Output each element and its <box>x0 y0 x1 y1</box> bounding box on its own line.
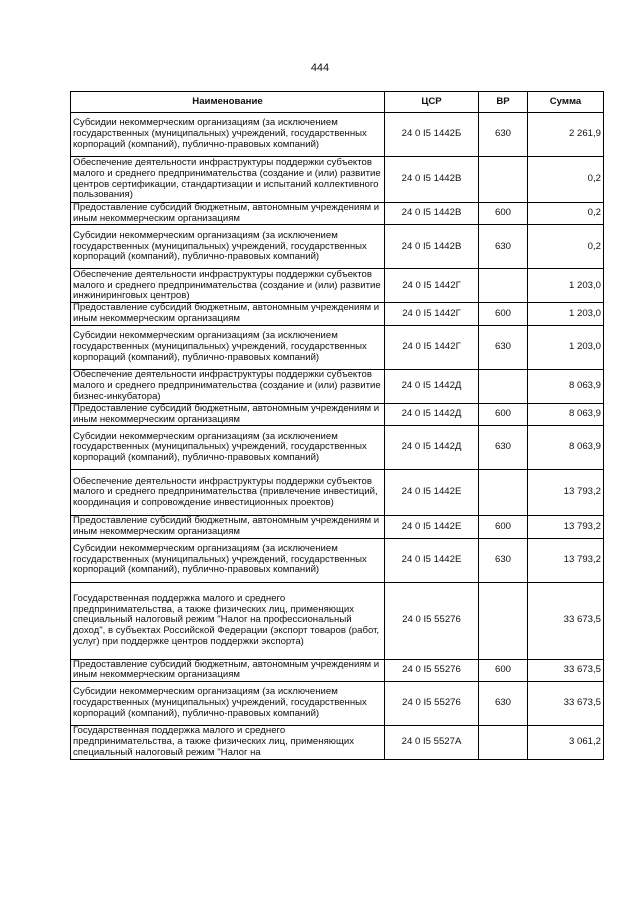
row-name-cell: Обеспечение деятельности инфраструктуры поддержки субъектов малого и среднего предпринимательства (создание и (или) развитие бизнес-инкубатора) <box>71 369 385 403</box>
row-csr-cell: 24 0 I5 1442Д <box>385 369 479 403</box>
row-sum-cell: 0,2 <box>528 225 604 269</box>
table-header-row <box>71 92 604 113</box>
row-csr-cell: 24 0 I5 1442Д <box>385 426 479 470</box>
table-row <box>71 582 604 659</box>
table-row <box>71 113 604 157</box>
table-row <box>71 157 604 203</box>
row-name-cell: Субсидии некоммерческим организациям (за исключением государственных (муниципальных) учреждений, государственных корпораций (компаний), публично-правовых компаний) <box>71 225 385 269</box>
row-name-cell: Государственная поддержка малого и среднего предпринимательства, а также физических лиц, применяющих специальный налоговый режим "Налог на <box>71 726 385 760</box>
row-csr-cell: 24 0 I5 1442Е <box>385 538 479 582</box>
row-name-cell: Предоставление субсидий бюджетным, автономным учреждениям и иным некоммерческим организациям <box>71 303 385 325</box>
row-sum-cell: 1 203,0 <box>528 303 604 325</box>
row-name-cell: Субсидии некоммерческим организациям (за исключением государственных (муниципальных) учреждений, государственных корпораций (компаний), публично-правовых компаний) <box>71 426 385 470</box>
table-row <box>71 325 604 369</box>
row-csr-cell: 24 0 I5 1442В <box>385 225 479 269</box>
row-vr-cell <box>479 582 528 659</box>
table-row <box>71 470 604 516</box>
row-name-cell: Обеспечение деятельности инфраструктуры поддержки субъектов малого и среднего предпринимательства (создание и (или) развитие центров сертификации, стандартизации и испытаний коллективного пользования) <box>71 157 385 203</box>
row-sum-cell: 1 203,0 <box>528 269 604 303</box>
row-csr-cell: 24 0 I5 5527А <box>385 726 479 760</box>
row-csr-cell: 24 0 I5 55276 <box>385 659 479 681</box>
row-name-cell: Обеспечение деятельности инфраструктуры поддержки субъектов малого и среднего предпринимательства (привлечение инвестиций, координация и сопровождение инвестиционных проектов) <box>71 470 385 516</box>
table-row <box>71 203 604 225</box>
row-name-cell: Предоставление субсидий бюджетным, автономным учреждениям и иным некоммерческим организациям <box>71 403 385 425</box>
table-row <box>71 538 604 582</box>
row-sum-cell: 33 673,5 <box>528 682 604 726</box>
row-name-cell: Субсидии некоммерческим организациям (за исключением государственных (муниципальных) учреждений, государственных корпораций (компаний), публично-правовых компаний) <box>71 682 385 726</box>
row-name-cell: Субсидии некоммерческим организациям (за исключением государственных (муниципальных) учреждений, государственных корпораций (компаний), публично-правовых компаний) <box>71 538 385 582</box>
row-sum-cell: 0,2 <box>528 203 604 225</box>
table-row <box>71 426 604 470</box>
row-csr-cell: 24 0 I5 1442Г <box>385 325 479 369</box>
row-sum-cell: 3 061,2 <box>528 726 604 760</box>
row-sum-cell: 33 673,5 <box>528 582 604 659</box>
header-sum: Сумма <box>528 92 604 113</box>
row-vr-cell: 630 <box>479 113 528 157</box>
row-name-cell: Предоставление субсидий бюджетным, автономным учреждениям и иным некоммерческим организациям <box>71 203 385 225</box>
row-name-cell: Обеспечение деятельности инфраструктуры поддержки субъектов малого и среднего предпринимательства (создание и (или) развитие инжиниринговых центров) <box>71 269 385 303</box>
table-row <box>71 726 604 760</box>
row-vr-cell <box>479 369 528 403</box>
row-sum-cell: 13 793,2 <box>528 470 604 516</box>
row-csr-cell: 24 0 I5 1442Е <box>385 470 479 516</box>
row-sum-cell: 8 063,9 <box>528 426 604 470</box>
row-csr-cell: 24 0 I5 1442Б <box>385 113 479 157</box>
row-vr-cell: 630 <box>479 325 528 369</box>
row-csr-cell: 24 0 I5 1442В <box>385 203 479 225</box>
row-csr-cell: 24 0 I5 1442Г <box>385 303 479 325</box>
header-vr: ВР <box>479 92 528 113</box>
row-vr-cell: 600 <box>479 659 528 681</box>
table-row <box>71 516 604 538</box>
page-number: 444 <box>310 62 330 74</box>
table-body <box>71 113 604 760</box>
row-vr-cell <box>479 269 528 303</box>
table-row <box>71 682 604 726</box>
row-sum-cell: 13 793,2 <box>528 538 604 582</box>
row-csr-cell: 24 0 I5 1442Е <box>385 516 479 538</box>
row-csr-cell: 24 0 I5 55276 <box>385 682 479 726</box>
row-vr-cell: 630 <box>479 538 528 582</box>
row-csr-cell: 24 0 I5 1442В <box>385 157 479 203</box>
row-vr-cell: 600 <box>479 303 528 325</box>
row-sum-cell: 1 203,0 <box>528 325 604 369</box>
row-sum-cell: 2 261,9 <box>528 113 604 157</box>
table-row <box>71 303 604 325</box>
row-vr-cell <box>479 157 528 203</box>
row-sum-cell: 13 793,2 <box>528 516 604 538</box>
row-vr-cell: 630 <box>479 426 528 470</box>
row-csr-cell: 24 0 I5 55276 <box>385 582 479 659</box>
row-name-cell: Предоставление субсидий бюджетным, автономным учреждениям и иным некоммерческим организациям <box>71 516 385 538</box>
header-csr: ЦСР <box>385 92 479 113</box>
budget-table <box>70 91 604 760</box>
row-name-cell: Государственная поддержка малого и среднего предпринимательства, а также физических лиц, применяющих специальный налоговый режим "Налог на профессиональный доход", в субъектах Российской Федерации (экспорт товаров (работ, услуг) при поддержке центров поддержки экспорта) <box>71 582 385 659</box>
row-vr-cell <box>479 470 528 516</box>
row-vr-cell <box>479 726 528 760</box>
row-vr-cell: 600 <box>479 203 528 225</box>
row-sum-cell: 0,2 <box>528 157 604 203</box>
table-row <box>71 225 604 269</box>
table-row <box>71 269 604 303</box>
row-csr-cell: 24 0 I5 1442Г <box>385 269 479 303</box>
row-vr-cell: 600 <box>479 403 528 425</box>
row-name-cell: Субсидии некоммерческим организациям (за исключением государственных (муниципальных) учреждений, государственных корпораций (компаний), публично-правовых компаний) <box>71 113 385 157</box>
row-name-cell: Субсидии некоммерческим организациям (за исключением государственных (муниципальных) учреждений, государственных корпораций (компаний), публично-правовых компаний) <box>71 325 385 369</box>
row-sum-cell: 33 673,5 <box>528 659 604 681</box>
row-csr-cell: 24 0 I5 1442Д <box>385 403 479 425</box>
row-name-cell: Предоставление субсидий бюджетным, автономным учреждениям и иным некоммерческим организациям <box>71 659 385 681</box>
row-vr-cell: 630 <box>479 225 528 269</box>
row-vr-cell: 600 <box>479 516 528 538</box>
table-row <box>71 659 604 681</box>
row-vr-cell: 630 <box>479 682 528 726</box>
table-row <box>71 369 604 403</box>
row-sum-cell: 8 063,9 <box>528 369 604 403</box>
row-sum-cell: 8 063,9 <box>528 403 604 425</box>
table-row <box>71 403 604 425</box>
header-name: Наименование <box>71 92 385 113</box>
